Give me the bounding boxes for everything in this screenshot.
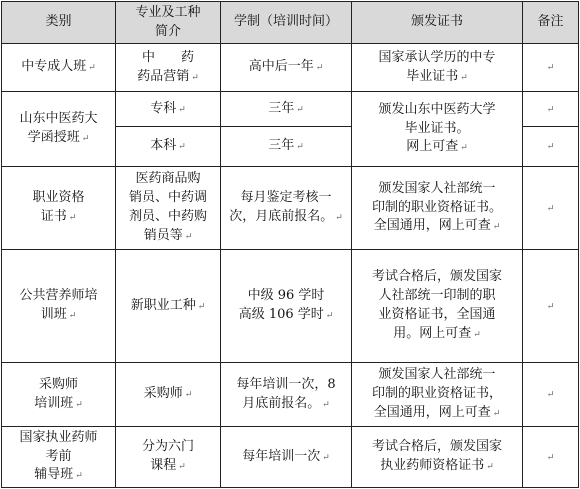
paragraph-mark-icon: ↵ (178, 462, 186, 472)
cell-text-line: 考试合格后，颁发国家 (371, 439, 502, 455)
paragraph-mark-icon: ↵ (492, 222, 501, 233)
header-duration (221, 2, 352, 44)
paragraph-mark-icon: ↵ (178, 104, 186, 115)
table-row (2, 363, 579, 427)
paragraph-mark-icon: ↵ (296, 142, 304, 153)
cell-text-line: 人社部统一印制的职 (378, 288, 496, 304)
paragraph-mark-icon: ↵ (191, 72, 199, 83)
cell-text-line: 印制的职业资格证书， (371, 386, 502, 402)
paragraph-mark-icon: ↵ (322, 399, 330, 410)
cell-text-line: 执业药师资格证书 ↵ (380, 458, 494, 473)
paragraph-mark-icon: ↵ (68, 213, 77, 223)
cell-text-line: 颁发山东中医药大学 (378, 101, 496, 117)
cell-note (523, 250, 579, 363)
cell-category (2, 167, 116, 250)
cell-text-line: 类别 (45, 14, 72, 30)
paragraph-mark-icon: ↵ (322, 452, 330, 463)
cell-text-line: 月底前报名。 ↵ (242, 395, 330, 411)
paragraph-mark-icon: ↵ (546, 104, 555, 115)
cell-text-line: 简介 (154, 23, 181, 39)
cell-text-line: 颁发国家人社部统一 (378, 367, 496, 383)
cell-text-line: 辅导班 ↵ (34, 467, 83, 483)
paragraph-mark-icon: ↵ (184, 390, 193, 401)
paragraph-mark-icon: ↵ (75, 399, 83, 410)
cell-text-line: 专科 ↵ (150, 100, 186, 116)
table-row (2, 44, 579, 92)
cell-text-line: 销员等 ↵ (143, 227, 193, 243)
cell-text-line: 印制的职业资格证书。 (371, 199, 502, 215)
cell-note (523, 427, 579, 488)
cell-text-line: 高中后一年 ↵ (248, 59, 324, 75)
cell-text-line: 次，月底前报名。 ↵ (229, 209, 343, 224)
cell-text-line: 证书 ↵ (40, 209, 77, 224)
paragraph-mark-icon: ↵ (178, 142, 186, 153)
cell-text-line: 新职业工种 ↵ (130, 297, 206, 313)
cell-text-line: 职业资格 (32, 190, 85, 206)
paragraph-mark-icon: ↵ (492, 408, 501, 419)
cell-text-line: 用。网上可查 ↵ (393, 325, 481, 341)
paragraph-mark-icon: ↵ (325, 311, 334, 321)
cell-text-line: 山东中医药大 (19, 111, 98, 127)
cell-category (2, 363, 116, 427)
cell-major (116, 167, 221, 250)
paragraph-mark-icon: ↵ (68, 311, 77, 321)
cell-text-line: 国家执业药师 (19, 429, 98, 445)
paragraph-mark-icon: ↵ (460, 72, 468, 83)
cell-text-line: 网上可查 ↵ (406, 139, 468, 155)
cell-certificate (352, 44, 523, 92)
cell-text-line: 高级 106 学时 ↵ (238, 307, 334, 322)
cell-major (116, 127, 221, 167)
paragraph-mark-icon: ↵ (88, 63, 96, 74)
paragraph-mark-icon: ↵ (546, 142, 555, 153)
header-note (523, 2, 579, 44)
paragraph-mark-icon: ↵ (546, 203, 555, 214)
cell-note (523, 92, 579, 127)
cell-text-line: 学制（培训时间） (233, 14, 338, 30)
cell-text-line: 三年 ↵ (268, 138, 304, 154)
cell-category (2, 427, 116, 488)
cell-text-line: 采购师 (38, 376, 78, 392)
paragraph-mark-icon: ↵ (546, 63, 555, 74)
paragraph-mark-icon: ↵ (460, 143, 468, 154)
cell-text-line: 业资格证书，全国通 (378, 307, 496, 322)
header-category (2, 2, 116, 44)
header-certificate (352, 2, 523, 44)
cell-duration (221, 427, 352, 488)
cell-duration (221, 127, 352, 167)
cell-text-line: 采购师 ↵ (143, 386, 193, 402)
cell-major (116, 92, 221, 127)
cell-text-line: 中 药 (141, 49, 194, 65)
cell-certificate (352, 167, 523, 250)
cell-text-line: 考前 (45, 448, 72, 464)
cell-text-line: 中专成人班 ↵ (21, 59, 96, 75)
cell-duration (221, 44, 352, 92)
cell-category (2, 44, 116, 92)
cell-text-line: 考试合格后，颁发国家 (371, 269, 502, 285)
program-table (1, 1, 579, 488)
paragraph-mark-icon: ↵ (473, 329, 481, 340)
paragraph-mark-icon: ↵ (315, 63, 324, 74)
table-row (2, 250, 579, 363)
paragraph-mark-icon: ↵ (296, 104, 304, 115)
cell-text-line: 训班 ↵ (40, 307, 77, 322)
paragraph-mark-icon: ↵ (184, 231, 193, 242)
table-row (2, 92, 579, 127)
cell-text-line: 全国通用，网上可查 ↵ (373, 404, 501, 420)
cell-major (116, 250, 221, 363)
cell-text-line: 毕业证书 ↵ (406, 68, 468, 84)
cell-text-line: 公共营养师培 (19, 288, 98, 304)
cell-certificate (352, 363, 523, 427)
cell-text-line: 国家承认学历的中专 (378, 49, 496, 65)
header-row (2, 2, 579, 44)
table-row (2, 427, 579, 488)
cell-duration (221, 92, 352, 127)
cell-certificate (352, 92, 523, 167)
cell-certificate (352, 427, 523, 488)
cell-note (523, 44, 579, 92)
cell-text-line: 分为六门 (141, 439, 194, 455)
cell-text-line: 专业及工种 (135, 4, 201, 20)
cell-major (116, 427, 221, 488)
cell-text-line: 培训班 ↵ (34, 395, 83, 411)
paragraph-mark-icon: ↵ (546, 390, 555, 401)
cell-category (2, 250, 116, 363)
cell-text-line: 每年培训一次 ↵ (242, 448, 330, 464)
cell-text-line: 剂员、中药购 (128, 209, 207, 224)
cell-major (116, 363, 221, 427)
cell-note (523, 363, 579, 427)
paragraph-mark-icon: ↵ (546, 452, 555, 463)
paragraph-mark-icon: ↵ (197, 301, 206, 312)
cell-certificate (352, 250, 523, 363)
cell-major (116, 44, 221, 92)
cell-text-line: 全国通用，网上可查 ↵ (373, 218, 501, 234)
cell-text-line: 备注 (537, 14, 564, 30)
cell-text-line: 本科 ↵ (150, 138, 186, 154)
cell-text-line: 课程 ↵ (150, 458, 186, 473)
cell-text-line: 医药商品购 (135, 171, 201, 187)
paragraph-mark-icon: ↵ (81, 134, 90, 144)
paragraph-mark-icon: ↵ (486, 462, 494, 472)
cell-note (523, 127, 579, 167)
cell-text-line: 销员、中药调 (128, 190, 207, 206)
paragraph-mark-icon: ↵ (546, 301, 555, 312)
cell-text-line: 每月鉴定考核一 (240, 190, 332, 206)
cell-text-line: 药品营销 ↵ (137, 68, 199, 84)
paragraph-mark-icon: ↵ (75, 471, 83, 482)
cell-text-line: 颁发证书 (410, 14, 463, 30)
header-major (116, 2, 221, 44)
cell-category (2, 92, 116, 167)
cell-duration (221, 363, 352, 427)
cell-duration (221, 167, 352, 250)
cell-text-line: 颁发国家人社部统一 (378, 180, 496, 196)
cell-text-line: 中级 96 学时 (247, 288, 325, 304)
cell-text-line: 毕业证书。 (404, 120, 470, 136)
table-row (2, 167, 579, 250)
cell-text-line: 三年 ↵ (268, 100, 304, 116)
cell-duration (221, 250, 352, 363)
cell-text-line: 学函授班 ↵ (27, 130, 90, 145)
cell-text-line: 每年培训一次，8 (236, 376, 336, 392)
paragraph-mark-icon: ↵ (335, 213, 343, 223)
cell-note (523, 167, 579, 250)
